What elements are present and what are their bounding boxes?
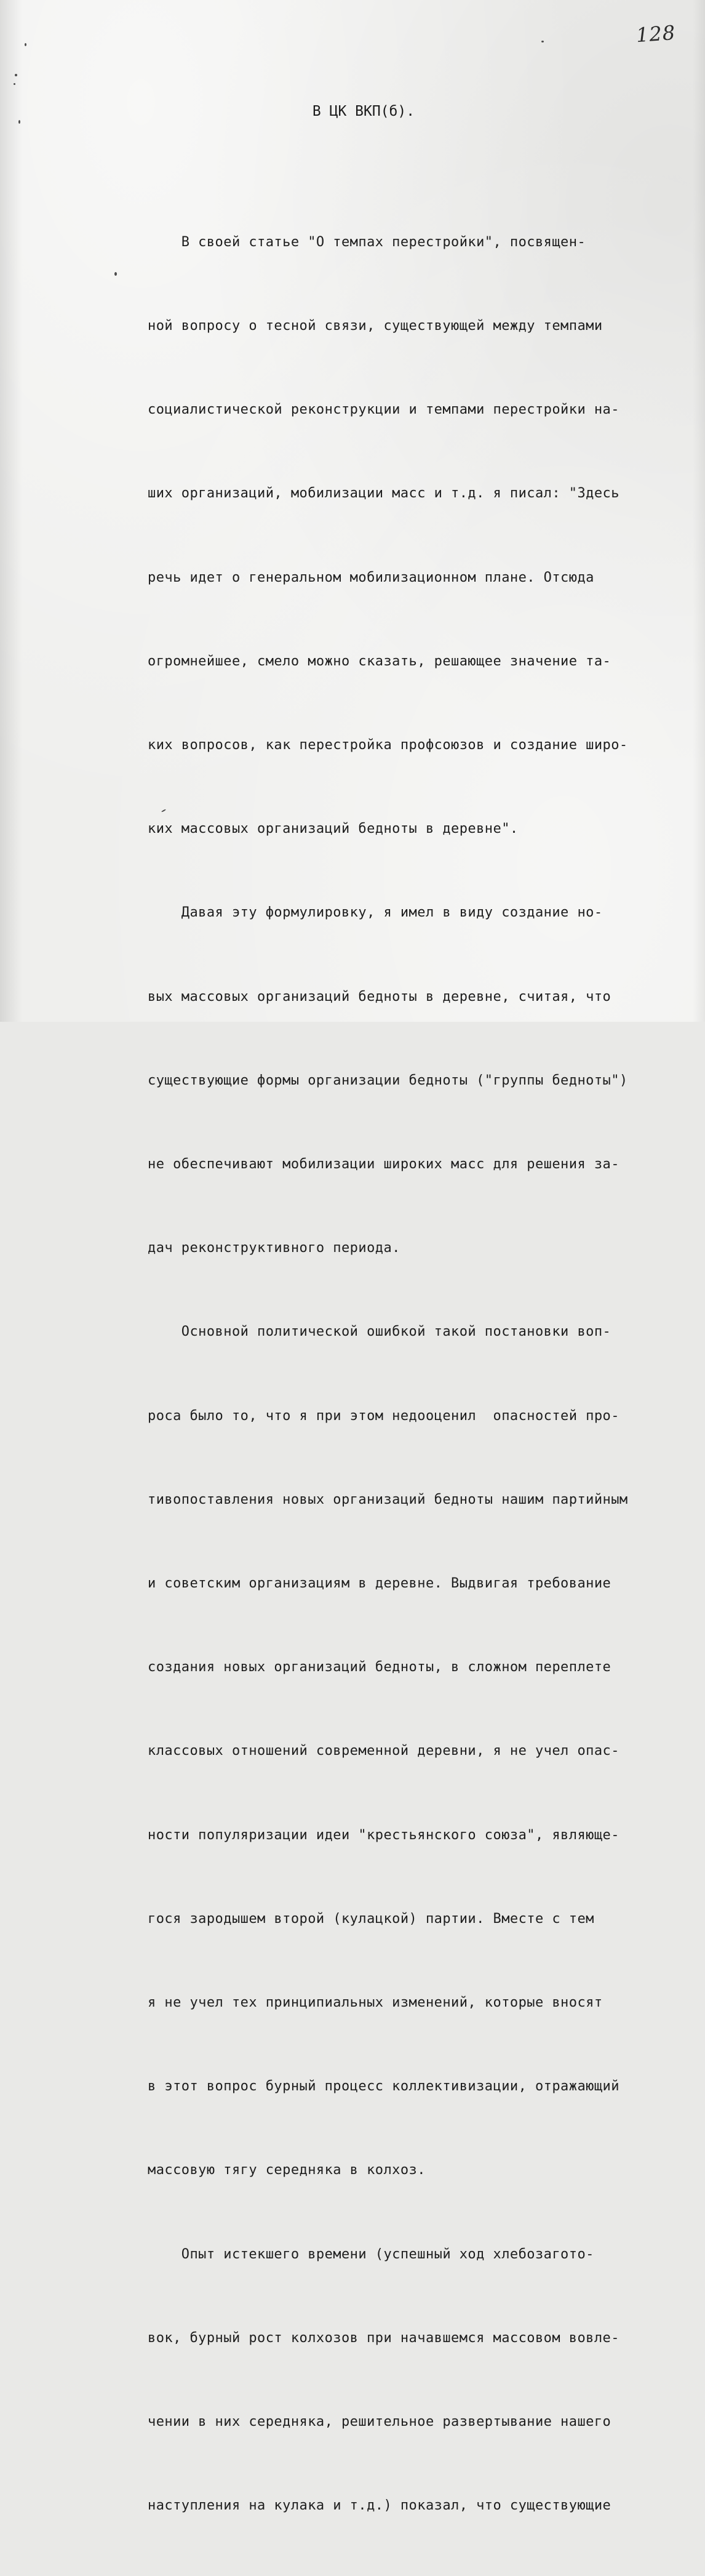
text-line: и советским организациям в деревне. Выдвигая требование xyxy=(148,1576,611,1592)
text-line: роса было то, что я при этом недооценил опасностей про- xyxy=(148,1408,619,1424)
document-body xyxy=(148,172,689,2576)
scan-speck xyxy=(114,272,117,276)
text-line: я не учел тех принципиальных изменений, которые вносят xyxy=(148,1995,603,2011)
text-line: вых массовых организаций бедноты в деревне, считая, что xyxy=(148,989,611,1005)
text-line: ших организаций, мобилизации масс и т.д. я писал: "Здесь xyxy=(148,486,619,502)
text-line: речь идет о генеральном мобилизационном плане. Отсюда xyxy=(148,569,594,585)
text-line: ности популяризации идеи "крестьянского союза", являюще- xyxy=(148,1827,619,1843)
text-line: гося зародышем второй (кулацкой) партии. Вместе с тем xyxy=(148,1911,594,1927)
text-line: социалистической реконструкции и темпами перестройки на- xyxy=(148,402,619,418)
text-line: ких вопросов, как перестройка профсоюзов и создание широ- xyxy=(148,737,628,753)
scan-speck xyxy=(541,41,544,42)
text-line: классовых отношений современной деревни, я не учел опас- xyxy=(148,1743,619,1759)
scan-speck xyxy=(14,83,15,85)
text-line: огромнейшее, смело можно сказать, решающее значение та- xyxy=(148,653,611,669)
text-line: не обеспечивают мобилизации широких масс для решения за- xyxy=(148,1157,619,1173)
text-line: ной вопросу о тесной связи, существующей между темпами xyxy=(148,318,603,334)
scan-speck xyxy=(18,120,20,124)
text-line: Опыт истекшего времени (успешный ход хлебозагото- xyxy=(148,2246,594,2262)
handwritten-page-number: 128 xyxy=(635,20,677,47)
text-line: в этот вопрос бурный процесс коллективизации, отражающий xyxy=(148,2079,619,2095)
text-line: наступления на кулака и т.д.) показал, что существующие xyxy=(148,2498,611,2514)
text-line: массовую тягу середняка в колхоз. xyxy=(148,2162,426,2178)
scan-speck xyxy=(15,74,17,76)
scan-shadow-left xyxy=(0,0,22,1022)
document-title: В ЦК ВКП(б). xyxy=(312,103,415,119)
text-line: ких массовых организаций бедноты в деревне". xyxy=(148,821,519,837)
text-line: создания новых организаций бедноты, в сложном переплете xyxy=(148,1659,611,1675)
text-line: В своей статье "О темпах перестройки", посвящен- xyxy=(148,234,586,250)
text-line: существующие формы организации бедноты ("группы бедноты") xyxy=(148,1072,628,1088)
text-line: чении в них середняка, решительное развертывание нашего xyxy=(148,2414,611,2430)
text-line: тивопоставления новых организаций бедноты нашим партийным xyxy=(148,1491,628,1507)
text-line: вок, бурный рост колхозов при начавшемся массовом вовле- xyxy=(148,2330,619,2346)
scan-speck xyxy=(25,43,26,46)
scan-shadow-right xyxy=(693,0,705,1022)
text-line: Основной политической ошибкой такой постановки воп- xyxy=(148,1324,611,1340)
text-line: дач реконструктивного периода. xyxy=(148,1240,400,1256)
text-line: Давая эту формулировку, я имел в виду создание но- xyxy=(148,905,603,921)
